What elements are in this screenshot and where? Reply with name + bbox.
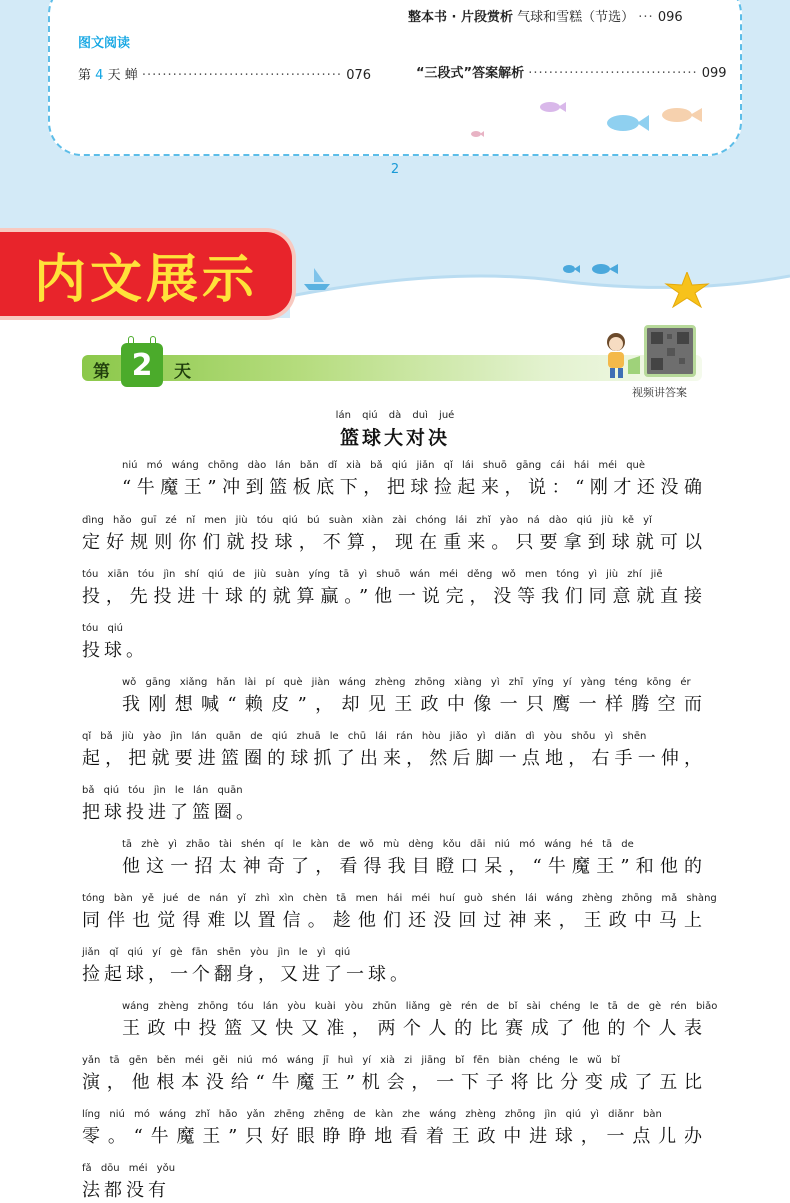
day-prefix: 第 [93,362,110,382]
text-line [82,514,702,555]
fish-icon [470,130,484,138]
line-text: 起，把就要进篮圈的球抓了出来，然后脚一点地，右手一伸， [82,748,702,769]
toc-leader-dots: ··· [638,10,654,25]
video-qr-code[interactable] [644,325,696,377]
toc-card [48,0,742,156]
toc-entry-title: 蝉 [124,68,138,83]
text-line [82,730,702,771]
toc-section-heading: 图文阅读 [78,36,131,51]
line-pinyin: tóng bàn yě jué de nán yǐ zhì xìn chèn tā men hái méi huí guò shén lái wáng zhèng zhōng mǎ shàng [82,893,717,904]
line-pinyin: jiǎn qǐ qiú yí gè fān shēn yòu jìn le yì qiú [82,947,351,958]
line-pinyin: tóu xiān tóu jìn shí qiú de jiù suàn yíng tā yì shuō wán méi děng wǒ men tóng yì jiù zhí jiē [82,569,663,580]
article-title: 篮球大对决 [339,427,450,449]
line-pinyin: tóu qiú [82,623,124,634]
toc-day-number: 4 [95,68,104,83]
line-pinyin: yǎn tā gēn běn méi gěi niú mó wáng jī huì yí xià zi jiāng bǐ fēn biàn chéng le wǔ bǐ [82,1055,621,1066]
article-title-block [0,410,790,450]
qr-code-icon [647,328,693,374]
line-pinyin: fǎ dōu méi yǒu [82,1163,176,1174]
toc-entry-excerpt[interactable] [408,6,683,25]
line-text: 投球。 [82,640,148,661]
banner-title: 内文展示 [33,249,258,310]
toc-entry-answers[interactable] [416,62,727,81]
line-pinyin: líng niú mó wáng zhǐ hǎo yǎn zhēng zhēng de kàn zhe wáng zhèng zhōng jìn qiú yì diǎnr bàn [82,1109,662,1120]
toc-page-number: 099 [701,66,727,81]
text-line [122,459,702,500]
fish-icon [562,264,580,274]
article-title-pinyin: lán qiú dà duì jué [335,410,455,421]
text-line [82,892,717,933]
line-pinyin: qǐ bǎ jiù yào jìn lán quān de qiú zhuā le chū lái rán hòu jiǎo yì diǎn dì yòu shǒu yì shēn [82,731,647,742]
line-text: 零。“牛魔王”只好眼睁睁地看着王政中进球，一点儿办 [82,1126,702,1147]
text-line [82,1162,702,1203]
toc-leader-dots: ································· [528,66,698,81]
toc-day-suffix: 天 [107,68,121,83]
starfish-icon [664,272,710,308]
toc-entry-title: 气球和雪糕（节选） [517,10,635,25]
line-pinyin: wáng zhèng zhōng tóu lán yòu kuài yòu zhǔn liǎng gè rén de bǐ sài chéng le tā de gè rén biǎo [122,1001,718,1012]
line-pinyin: bǎ qiú tóu jìn le lán quān [82,785,243,796]
text-line [122,676,702,717]
line-pinyin: niú mó wáng chōng dào lán bǎn dǐ xià bǎ qiú jiǎn qǐ lái shuō gāng cái hái méi què [122,460,646,471]
line-text: 捡起球，一个翻身，又进了一球。 [82,964,412,985]
text-line [82,1108,702,1149]
line-pinyin: dìng hǎo guī zé nǐ men jiù tóu qiú bú suàn xiàn zài chóng lái zhǐ yào ná dào qiú jiù kě yǐ [82,515,652,526]
line-pinyin: tā zhè yì zhāo tài shén qí le kàn de wǒ mù dèng kǒu dāi niú mó wáng hé tā de [122,839,634,850]
line-text: 把球投进了篮圈。 [82,802,258,823]
text-line [82,784,702,825]
toc-entry-day4[interactable] [78,64,371,83]
line-text: 投，先投进十球的就算赢。”他一说完，没等我们同意就直接 [82,586,702,607]
toc-day-prefix: 第 [78,68,92,83]
fish-icon [660,104,702,126]
toc-leader-dots: ······································· [141,68,343,83]
page-number: 2 [390,162,400,177]
text-line [82,568,702,609]
line-text: “牛魔王”冲到篮板底下，把球捡起来，说：“刚才还没确 [122,477,702,498]
content-preview-banner [0,232,292,316]
toc-entry-label: “三段式”答案解析 [416,66,525,81]
toc-page-number: 076 [346,68,372,83]
line-text: 演，他根本没给“牛魔王”机会，一下子将比分变成了五比 [82,1072,702,1093]
qr-caption: 视频讲答案 [632,386,687,399]
fish-icon [605,112,649,134]
text-line [122,838,702,879]
line-text: 他这一招太神奇了，看得我目瞪口呆，“牛魔王”和他的 [122,856,702,877]
girl-illustration-icon [598,330,644,380]
toc-entry-label: 整本书 · 片段赏析 [408,10,513,25]
line-text: 我刚想喊“赖皮”，却见王政中像一只鹰一样腾空而 [122,694,702,715]
line-text: 王政中投篮又快又准，两个人的比赛成了他的个人表 [122,1018,702,1039]
fish-icon [590,262,618,276]
line-text: 定好规则你们就投球，不算，现在重来。只要拿到球就可以 [82,532,702,553]
text-line [82,622,702,663]
day-number-badge: 2 [121,343,163,387]
text-line [82,1054,702,1095]
sailboat-icon [302,266,332,292]
line-pinyin: wǒ gāng xiǎng hǎn lài pí què jiàn wáng zhèng zhōng xiàng yì zhī yīng yí yàng téng kōng ér [122,677,691,688]
text-line [122,1000,718,1041]
text-line [82,946,702,987]
day-suffix: 天 [174,362,191,382]
line-text: 同伴也觉得难以置信。趁他们还没回过神来，王政中马上 [82,910,702,931]
fish-icon [538,99,566,115]
line-text: 法都没有 [82,1180,170,1201]
toc-page-number: 096 [657,10,683,25]
